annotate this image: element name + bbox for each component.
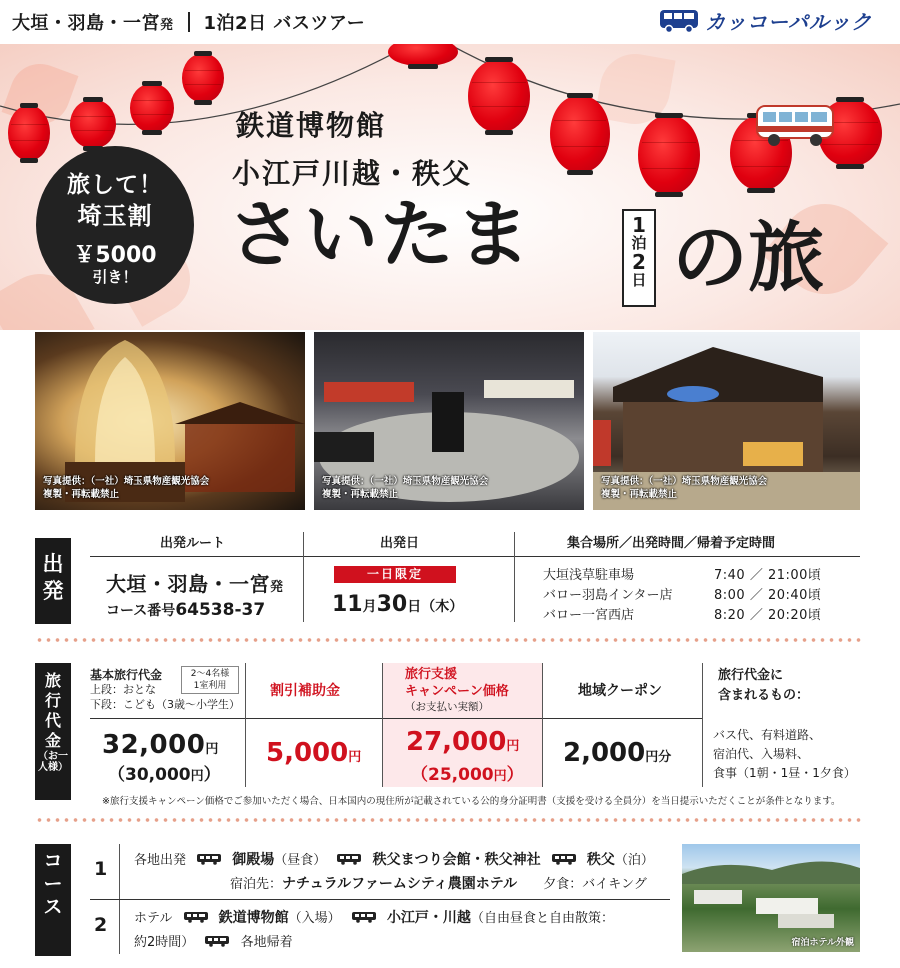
credit-line1: 写真提供：（一社）埼玉県物産観光協会 (322, 476, 489, 488)
adult-price-value: 32,000 (102, 730, 206, 760)
stay-length-box (622, 209, 656, 307)
label-char: 行 (44, 691, 61, 710)
day2-stop2: 小江戸・川越 (386, 910, 471, 926)
yen-unit: 円 (205, 742, 219, 757)
column-divider (542, 663, 543, 787)
label-char: 金 (44, 731, 61, 750)
included-header-line1: 旅行代金に (718, 668, 784, 683)
departure-route (106, 568, 284, 597)
bus-icon (551, 853, 577, 865)
campaign-adult-price (406, 727, 519, 757)
price-section-label (35, 663, 71, 800)
date-month: 11 (332, 592, 363, 617)
meeting-place: バロー一宮西店 (543, 608, 635, 623)
column-divider (702, 663, 703, 787)
included-items (713, 726, 856, 784)
bus-icon (204, 935, 230, 947)
course-number-value: 64538-37 (175, 600, 266, 620)
date-day: 30 (376, 592, 408, 617)
day-number: 2 (94, 914, 108, 936)
date-month-unit: 月 (362, 599, 377, 615)
adult-price (102, 730, 219, 760)
bus-icon (351, 911, 377, 923)
campaign-header (405, 667, 509, 701)
route-column-header: 出発ルート (160, 536, 226, 551)
label-char: 出 (42, 552, 64, 576)
day-number: 1 (94, 858, 108, 880)
meeting-time: 7:40 ／ 21:00頃 (714, 568, 822, 583)
day1-hotel (230, 873, 647, 893)
photo-credit (43, 476, 209, 502)
campaign-adult-value: 27,000 (406, 727, 507, 757)
hotel-label: 宿泊先： (230, 877, 283, 892)
departure-tag (12, 9, 365, 35)
label-char: ス (43, 895, 63, 918)
day1-stop3-note: （泊） (614, 853, 654, 868)
paren-close: ） (203, 765, 221, 785)
day2-stop1-note: （入場） (288, 911, 341, 926)
discount-header: 割引補助金 (270, 683, 340, 699)
lantern-decoration (468, 60, 530, 132)
meeting-time: 8:00 ／ 20:40頃 (714, 588, 822, 603)
bus-icon (659, 8, 699, 34)
saitama-discount-badge (36, 146, 194, 304)
day1-itinerary (134, 849, 654, 869)
lantern-decoration (130, 84, 174, 132)
day2-cont: 約2時間） (134, 935, 195, 950)
label-char: コ (43, 850, 63, 872)
lantern-decoration (8, 106, 50, 160)
campaign-header-line1: 旅行支援 (405, 667, 458, 682)
bus-illustration (754, 98, 838, 152)
included-header (718, 666, 809, 706)
occupancy-line2: 1室利用 (193, 681, 227, 691)
stay-days: 2 (632, 249, 646, 274)
tour-type: 1泊2日 バスツアー (203, 13, 366, 34)
coupon-unit: 円分 (645, 750, 672, 765)
column-divider (303, 532, 304, 622)
campaign-child-value: （25,000 (411, 765, 494, 785)
divider (188, 12, 190, 32)
campaign-header-line2: キャンペーン価格 (405, 683, 509, 699)
day1-stop1-note: （昼食） (274, 853, 327, 868)
day2-start: ホテル (134, 911, 173, 926)
dotted-divider (35, 818, 865, 822)
included-line: 食事（1朝・1昼・1夕食） (713, 766, 856, 781)
column-divider (245, 663, 246, 787)
photo-credit (322, 476, 488, 502)
column-divider (382, 663, 383, 787)
day2-stop1: 鉄道博物館 (218, 910, 289, 926)
course-number (106, 600, 265, 620)
coupon-header: 地域クーポン (578, 683, 662, 699)
yen-unit: 円 (190, 769, 204, 784)
basic-fare-header: 基本旅行代金 (90, 668, 163, 682)
badge-amount: ￥5000 (73, 243, 157, 268)
departure-section-label (35, 538, 71, 624)
page-title: さいたま (228, 192, 532, 278)
hero-banner (0, 44, 900, 330)
meeting-time: 8:20 ／ 20:20頃 (714, 608, 822, 623)
included-line: 宿泊代、入場料、 (713, 747, 810, 762)
photo-credit (601, 476, 767, 502)
credit-line2: 複製・再転載禁止 (322, 489, 399, 501)
subtitle-line1: 鉄道博物館 (236, 109, 387, 142)
day2-itinerary-cont (134, 931, 293, 950)
photo-chichibu-float (35, 332, 305, 510)
date-weekday: （木） (421, 599, 464, 615)
course-number-label: コース番号 (106, 603, 176, 619)
dotted-divider (35, 638, 865, 642)
dinner-note: 夕食：バイキング (543, 877, 647, 892)
lantern-decoration (638, 116, 700, 194)
coupon-amount (563, 738, 671, 768)
lantern-decoration (182, 54, 224, 102)
day2-end: 各地帰着 (240, 935, 293, 950)
departure-date (332, 592, 463, 617)
label-char: 発 (42, 579, 64, 604)
column-divider (514, 532, 515, 622)
label-char: 代 (44, 711, 61, 730)
day2-stop2-note: （自由昼食と自由散策： (470, 911, 614, 926)
label-per-person: （お一人様） (38, 751, 68, 773)
credit-line2: 複製・再転載禁止 (43, 489, 120, 501)
note-adult: 上段：おとな (90, 683, 156, 696)
note-child: 下段：こども（3歳～小学生） (90, 698, 240, 712)
date-column-header: 出発日 (380, 536, 420, 551)
photo-kawagoe-street (593, 332, 860, 510)
bus-icon (196, 853, 222, 865)
included-line: バス代、有料道路、 (713, 728, 822, 742)
child-price (108, 760, 221, 785)
bus-icon (183, 911, 209, 923)
top-bar (0, 0, 900, 44)
day1-stop1: 御殿場 (232, 852, 275, 868)
discount-amount (266, 738, 361, 768)
badge-line1: 旅して！ (67, 172, 163, 198)
day1-stop3: 秩父 (586, 852, 615, 868)
day1-start: 各地出発 (134, 853, 187, 868)
campaign-child-price (411, 760, 524, 785)
discount-value: 5,000 (266, 738, 349, 768)
stay-nights: 1 (632, 213, 646, 237)
basic-fare-note (90, 682, 240, 713)
subtitle-line2: 小江戸川越・秩父 (232, 157, 473, 190)
stay-days-unit: 日 (631, 270, 647, 289)
header-rule (90, 718, 702, 719)
lantern-decoration (550, 96, 610, 172)
coupon-value: 2,000 (563, 738, 646, 768)
limited-day-badge: 一日限定 (334, 566, 456, 583)
meeting-place: 大垣浅草駐車場 (543, 568, 635, 583)
bus-icon (336, 853, 362, 865)
badge-suffix: 引き！ (92, 268, 138, 286)
campaign-note: （お支払い実額） (405, 701, 489, 713)
departure-cities: 大垣・羽島・一宮 (12, 13, 160, 34)
meeting-place: バロー羽島インター店 (543, 588, 673, 603)
label-char: ー (43, 872, 63, 895)
course-section-label (35, 844, 71, 956)
child-price-value: （30,000 (108, 765, 191, 785)
lantern-decoration (70, 100, 116, 148)
credit-line1: 写真提供：（一社）埼玉県物産観光協会 (601, 476, 768, 488)
campaign-footnote: ※旅行支援キャンペーン価格でご参加いただく場合、日本国内の現住所が記載されている公的身分証明書（支援を受ける全員分）を当日提示いただくことが条件となります。 (102, 796, 841, 807)
date-day-unit: 日 (407, 599, 422, 615)
stay-nights-unit: 泊 (631, 234, 647, 252)
occupancy-line1: 2～4名様 (190, 669, 230, 679)
included-header-line2: 含まれるもの： (718, 688, 810, 704)
label-char: 旅 (44, 671, 61, 690)
credit-line1: 写真提供：（一社）埼玉県物産観光協会 (43, 476, 210, 488)
yen-unit: 円 (493, 769, 507, 784)
brand-name: カッコーパルック (705, 10, 872, 34)
header-rule (90, 556, 860, 557)
title-suffix: の旅 (672, 213, 824, 302)
brand-logo (659, 6, 872, 35)
credit-line2: 複製・再転載禁止 (601, 489, 678, 501)
hotel-exterior-photo (682, 844, 860, 952)
badge-line2: 埼玉割 (77, 202, 153, 230)
day1-stop2: 秩父まつり会館・秩父神社 (372, 852, 541, 868)
yen-unit: 円 (348, 750, 362, 765)
day2-itinerary (134, 907, 614, 927)
day-rule (90, 899, 670, 900)
meeting-column-header: 集合場所／出発時間／帰着予定時間 (567, 536, 776, 551)
yen-unit: 円 (506, 739, 520, 754)
paren-close: ） (506, 765, 524, 785)
photo-railway-museum (314, 332, 584, 510)
route-text: 大垣・羽島・一宮 (106, 572, 270, 596)
hotel-photo-caption: 宿泊ホテル外観 (791, 938, 854, 948)
hotel-name: ナチュラルファームシティ農園ホテル (282, 876, 518, 892)
departure-suffix: 発 (160, 18, 174, 33)
route-suffix: 発 (270, 580, 284, 595)
